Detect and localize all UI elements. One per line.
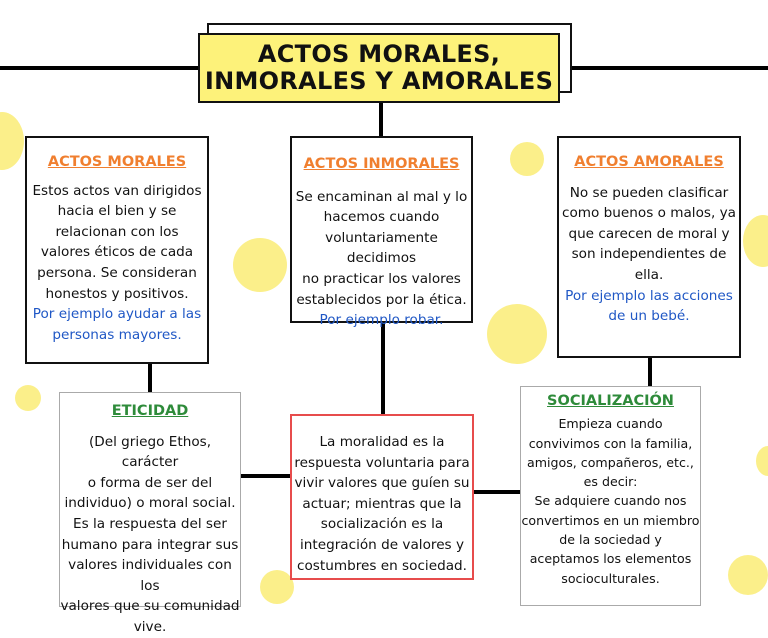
decorative-dot	[0, 112, 24, 170]
amorales-heading: ACTOS AMORALES	[574, 154, 724, 170]
inmorales-box	[290, 136, 473, 329]
inmorales-text-line: establecidos por la ética.	[296, 291, 467, 308]
decorative-dot	[510, 142, 544, 176]
decorative-dot	[260, 570, 294, 604]
morales-text-line: Estos actos van dirigidos	[32, 182, 202, 199]
morales-text-line: honestos y positivos.	[45, 285, 189, 302]
socializacion-text-line: de la sociedad y	[559, 532, 662, 548]
decorative-dot	[743, 215, 768, 267]
inmorales-text-line: no practicar los valores	[302, 270, 461, 287]
center-text-line: integración de valores y	[299, 536, 465, 553]
connector-eticidad-center	[240, 474, 292, 478]
eticidad-text-line: valores individuales con los	[68, 557, 232, 594]
center-text-line: costumbres en sociedad.	[297, 557, 467, 574]
connector-top-left	[0, 66, 200, 70]
decorative-dot	[728, 555, 768, 595]
inmorales-text-line: Se encaminan al mal y lo	[295, 188, 468, 205]
connector-top-right	[570, 66, 768, 70]
inmorales-example-line: Por ejemplo robar.	[319, 312, 444, 329]
eticidad-text-line: individuo) o moral social.	[64, 495, 236, 512]
morales-text-line: hacia el bien y se	[57, 203, 177, 220]
connector-morales-eticidad	[148, 363, 152, 393]
morales-heading: ACTOS MORALES	[47, 154, 187, 170]
eticidad-text-line: valores que su comunidad	[60, 598, 240, 615]
decorative-dot	[15, 385, 41, 411]
inmorales-text-line: hacemos cuando	[323, 209, 440, 226]
connector-center-socializacion	[473, 490, 521, 494]
eticidad-text-line: Es la respuesta del ser	[73, 515, 227, 532]
eticidad-text-line: o forma de ser del	[87, 474, 213, 491]
socializacion-text-line: Empieza cuando	[558, 416, 663, 432]
socializacion-box	[520, 386, 701, 606]
morales-box	[25, 136, 209, 364]
inmorales-text-line: voluntariamente decidimos	[325, 229, 438, 267]
socializacion-text-line: amigos, compañeros, etc.,	[527, 454, 694, 470]
eticidad-box	[59, 392, 241, 635]
socializacion-heading: SOCIALIZACIÓN	[547, 393, 674, 409]
eticidad-text-line: (Del griego Ethos, carácter	[88, 433, 212, 471]
inmorales-heading: ACTOS INMORALES	[303, 156, 460, 172]
amorales-example-line: de un bebé.	[608, 308, 690, 325]
socializacion-text-line: convertimos en un miembro	[521, 512, 700, 528]
center-text-line: La moralidad es la	[319, 434, 445, 450]
center-text-line: actuar; mientras que la	[302, 495, 462, 512]
center-text-line: socialización es la	[320, 516, 444, 533]
decorative-dot	[233, 238, 287, 292]
amorales-text-line: como buenos o malos, ya	[561, 205, 737, 222]
morales-example-line: personas mayores.	[52, 326, 182, 343]
amorales-text-line: No se pueden clasificar	[569, 184, 729, 201]
center-box	[290, 414, 474, 580]
center-text-line: respuesta voluntaria para	[294, 454, 470, 471]
amorales-text-line: son independientes de	[571, 246, 727, 263]
connector-amorales-socializacion	[648, 357, 652, 387]
morales-text-line: valores éticos de cada	[40, 244, 194, 261]
socializacion-text-line: aceptamos los elementos	[529, 551, 692, 567]
socializacion-text-line: convivimos con la familia,	[528, 435, 693, 451]
amorales-text-line: ella.	[634, 266, 664, 283]
eticidad-text-line: humano para integrar sus	[61, 536, 239, 553]
connector-inmorales-center	[381, 322, 385, 415]
title-line-2: INMORALES Y AMORALES	[204, 67, 554, 95]
eticidad-heading: ETICIDAD	[111, 403, 189, 419]
amorales-box	[557, 136, 741, 358]
connector-title-down	[379, 103, 383, 136]
decorative-dot	[487, 304, 547, 364]
eticidad-text-line: vive.	[133, 618, 167, 635]
morales-example-line: Por ejemplo ayudar a las	[32, 306, 202, 323]
page-title	[198, 33, 560, 103]
decorative-dot	[756, 446, 768, 476]
morales-text-line: persona. Se consideran	[37, 264, 197, 281]
socializacion-text-line: socioculturales.	[561, 570, 660, 586]
amorales-text-line: que carecen de moral y	[568, 225, 730, 242]
socializacion-text-line: es decir:	[583, 474, 638, 490]
socializacion-text-line: Se adquiere cuando nos	[534, 493, 687, 509]
amorales-example-line: Por ejemplo las acciones	[565, 287, 733, 304]
title-line-1: ACTOS MORALES,	[257, 40, 501, 68]
center-text-line: vivir valores que guíen su	[294, 475, 470, 492]
morales-text-line: relacionan con los	[55, 223, 179, 240]
